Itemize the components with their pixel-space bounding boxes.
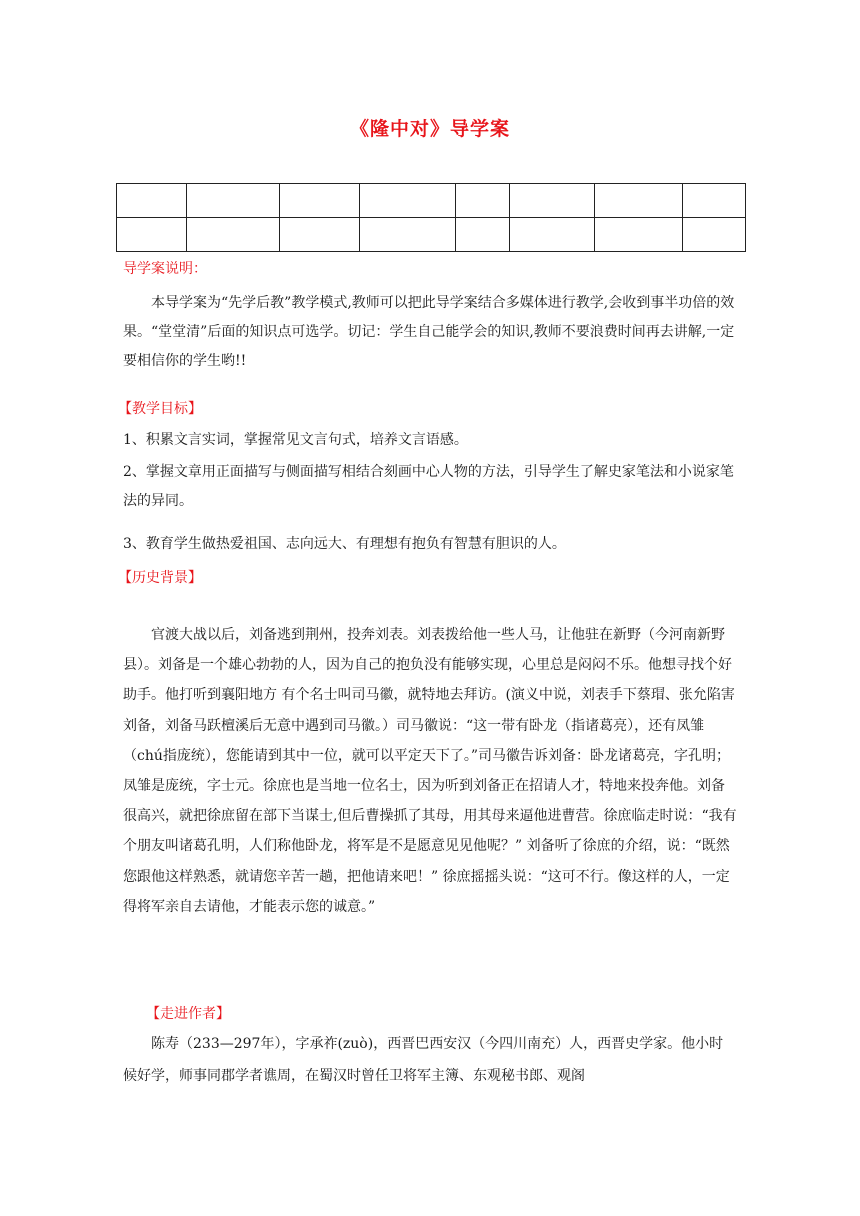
history-heading: 【历史背景】 — [118, 570, 202, 586]
table-row — [117, 184, 746, 218]
table-row — [117, 218, 746, 252]
table-cell[interactable] — [595, 184, 683, 218]
table-cell[interactable] — [187, 184, 280, 218]
goal-item: 2、掌握文章用正面描写与侧面描写相结合刻画中心人物的方法，引导学生了解史家笔法和小说家笔法的异同。 — [123, 464, 734, 509]
table-cell[interactable] — [595, 218, 683, 252]
table-cell[interactable] — [456, 184, 510, 218]
note-text: 本导学案为“先学后教”教学模式,教师可以把此导学案结合多媒体进行教学,会收到事半功倍的效果。“堂堂清”后面的知识点可选学。切记：学生自己能学会的知识,教师不要浪费时间再去讲解,一定要相信你的学生哟!! — [123, 295, 735, 369]
info-table — [116, 183, 746, 252]
table-cell[interactable] — [683, 184, 746, 218]
table-cell[interactable] — [187, 218, 280, 252]
table-cell[interactable] — [280, 184, 360, 218]
table-cell[interactable] — [456, 218, 510, 252]
table-cell[interactable] — [117, 184, 187, 218]
author-heading: 【走进作者】 — [146, 1006, 230, 1022]
goal-item: 3、教育学生做热爱祖国、志向远大、有理想有抱负有智慧有胆识的人。 — [123, 536, 566, 552]
goals-heading: 【教学目标】 — [118, 401, 202, 417]
note-label: 导学案说明： — [123, 261, 207, 277]
table-cell[interactable] — [510, 184, 595, 218]
table-cell[interactable] — [117, 218, 187, 252]
table-cell[interactable] — [360, 218, 456, 252]
author-text: 陈寿（233—297年），字承祚(zuò)，西晋巴西安汉（今四川南充）人，西晋史学家。他小时候好学，师事同郡学者谯周，在蜀汉时曾任卫将军主簿、东观秘书郎、观阁 — [123, 1036, 724, 1084]
history-text: 官渡大战以后，刘备逃到荆州，投奔刘表。刘表拨给他一些人马，让他驻在新野（今河南新野县）。刘备是一个雄心勃勃的人，因为自己的抱负没有能够实现，心里总是闷闷不乐。他想寻找个好助手。他打听到襄阳地方 有个名士叫司马徽，就特地去拜访。(演义中说，刘表手下蔡瑁、张允陷害刘备，刘备马跃檀溪后无意中遇到司马徽。）司马徽说：“这一带有卧龙（指诸葛亮），还有凤雏（chú指庞统），您能请到其中一位，就可以平定天下了。”司马徽告诉刘备：卧龙诸葛亮，字孔明；凤雏是庞统，字士元。徐庶也是当地一位名士，因为听到刘备正在招请人才，特地来投奔他。刘备很高兴，就把徐庶留在部下当谋士,但后曹操抓了其母，用其母来逼他进曹营。徐庶临走时说：“我有个朋友叫诸葛孔明，人们称他卧龙，将军是不是愿意见见他呢？” 刘备听了徐庶的介绍，说：“既然您跟他这样熟悉，就请您辛苦一趟，把他请来吧！” 徐庶摇摇头说：“这可不行。像这样的人，一定得将军亲自去请他，才能表示您的诚意。” — [123, 627, 737, 915]
table-cell[interactable] — [510, 218, 595, 252]
table-cell[interactable] — [683, 218, 746, 252]
document-title: 《隆中对》导学案 — [349, 118, 510, 140]
table-cell[interactable] — [280, 218, 360, 252]
goal-item: 1、积累文言实词，掌握常见文言句式，培养文言语感。 — [123, 432, 468, 448]
table-cell[interactable] — [360, 184, 456, 218]
